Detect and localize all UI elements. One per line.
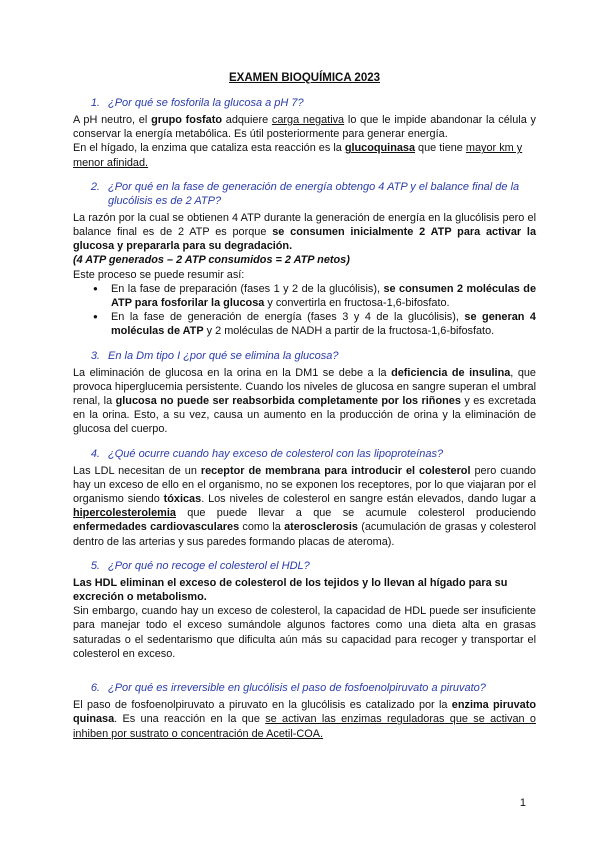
answer-6-paragraph-1: El paso de fosfoenolpiruvato a piruvato en la glucólisis es catalizado por la enzima piruvato quinasa. Es una reacción en la que se activan las enzimas reguladoras que se activan o inhiben por sustrato o concentración de Acetil-COA. xyxy=(73,699,536,740)
question-6 xyxy=(73,681,536,695)
list-item: ● En la fase de preparación (fases 1 y 2 de la glucólisis), se consumen 2 moléculas de ATP para fosforilar la glucosa y convertirla en fructosa-1,6-bifosfato. xyxy=(111,282,536,310)
answer-1-paragraph-2: En el hígado, la enzima que cataliza esta reacción es la glucoquinasa que tiene mayor km y menor afinidad. xyxy=(73,142,523,169)
answer-2-list xyxy=(73,282,536,339)
answer-4-paragraph-1: Las LDL necesitan de un receptor de membrana para introducir el colesterol pero cuando hay un exceso de ello en el organismo, no se exponen los receptores, por lo que viajaran por el organismo siendo tóxicas. Los niveles de colesterol en sangre están elevados, dando lugar a hipercolesterolemia que puede llevar a que se acumule colesterol produciendo enfermedades cardiovasculares como la aterosclerosis (acumulación de grasas y colesterol dentro de las arterias y sus paredes formando placas de ateroma). xyxy=(73,464,537,548)
question-number: 6. xyxy=(90,682,100,695)
question-number: 5. xyxy=(90,559,100,572)
question-2 xyxy=(73,180,536,208)
question-number: 3. xyxy=(90,349,100,362)
question-text: ¿Por qué no recoge el colesterol el HDL? xyxy=(108,559,310,572)
answer-5-paragraph-1: Las HDL eliminan el exceso de colesterol de los tejidos y lo llevan al hígado para su excreción o metabolismo. xyxy=(73,576,508,604)
question-number: 1. xyxy=(90,97,100,109)
answer-5-paragraph-2: Sin embargo, cuando hay un exceso de colesterol, la capacidad de HDL puede ser insuficiente para manejar todo el exceso sumándole algunos factores como una dieta alta en grasas saturadas o el sedentarismo que dificulta aún más su capacidad para recoger y transportar el colesterol en exceso. xyxy=(73,605,536,660)
question-4 xyxy=(73,447,536,461)
question-text: ¿Por qué en la fase de generación de energía obtengo 4 ATP y el balance final de la glucólisis es de 2 ATP? xyxy=(108,180,520,207)
question-number: 2. xyxy=(90,180,100,193)
answer-1-paragraph-1: A pH neutro, el grupo fosfato adquiere carga negativa lo que le impide abandonar la célula y conservar la energía metabólica. Es útil posteriormente para generar energía. xyxy=(73,114,536,141)
answer-2-intro: Este proceso se puede resumir así: xyxy=(73,268,245,281)
question-5 xyxy=(73,559,536,573)
question-3 xyxy=(73,349,536,363)
question-text: ¿Por qué es irreversible en glucólisis el paso de fosfoenolpiruvato a piruvato? xyxy=(108,682,486,695)
question-1 xyxy=(73,96,536,110)
page-number: 1 xyxy=(519,797,526,809)
question-text: ¿Por qué se fosforila la glucosa a pH 7? xyxy=(108,97,304,109)
question-text: ¿Qué ocurre cuando hay exceso de colesterol con las lipoproteínas? xyxy=(108,447,444,460)
answer-2-paragraph-1: La razón por la cual se obtienen 4 ATP durante la generación de energía en la glucólisis pero el balance final es de 2 ATP es porque se consumen inicialmente 2 ATP para activar la glucosa y prepararla para su degradación. xyxy=(73,211,536,253)
answer-2-formula: (4 ATP generados – 2 ATP consumidos = 2 ATP netos) xyxy=(73,254,350,267)
list-item: ● En la fase de generación de energía (fases 3 y 4 de la glucólisis), se generan 4 moléculas de ATP y 2 moléculas de NADH a partir de la fructosa-1,6-bifosfato. xyxy=(111,310,536,338)
answer-3-paragraph-1: La eliminación de glucosa en la orina en la DM1 se debe a la deficiencia de insulina, que provoca hiperglucemia persistente. Cuando los niveles de glucosa en sangre superan el umbral renal, la glucosa no puede ser reabsorbida completamente por los riñones y es excretada en la orina. Esto, a su vez, causa un aumento en la producción de orina y la eliminación de glucosa del cuerpo. xyxy=(73,366,536,436)
document-title: EXAMEN BIOQUÍMICA 2023 xyxy=(228,72,381,84)
question-number: 4. xyxy=(90,447,100,460)
question-text: En la Dm tipo I ¿por qué se elimina la glucosa? xyxy=(108,349,339,362)
